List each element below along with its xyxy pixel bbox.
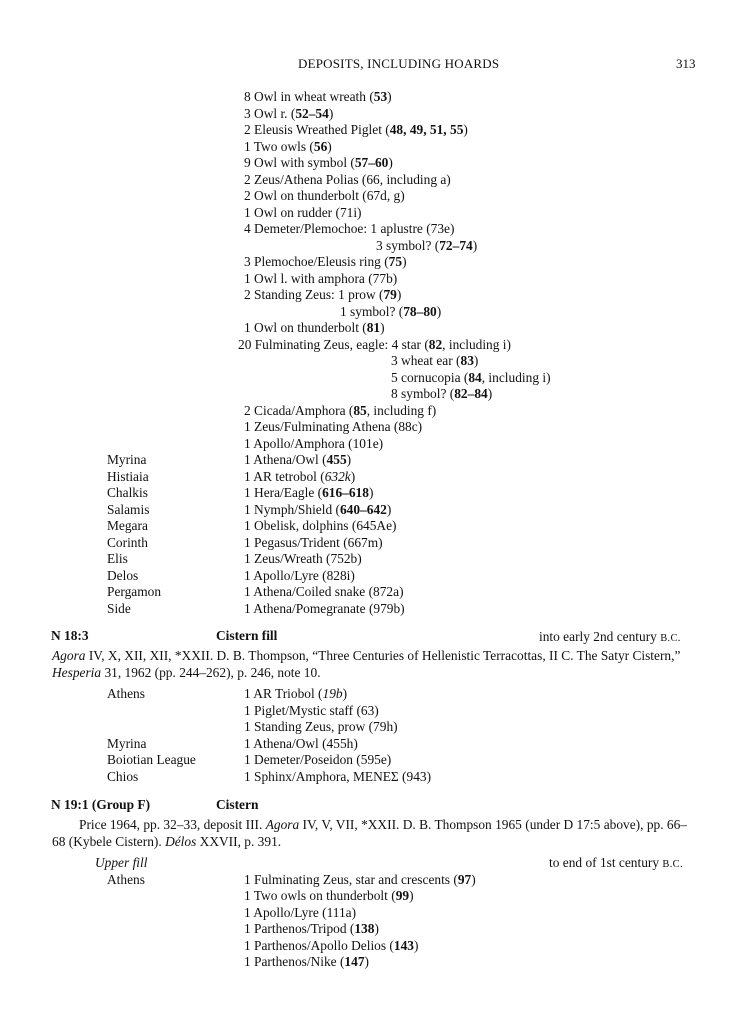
italic-text: Hesperia — [52, 664, 102, 680]
coin-entry — [244, 921, 379, 937]
catalogue-number: 82–84 — [454, 386, 488, 401]
catalogue-number: 56 — [313, 139, 328, 154]
mint-name: Athens — [107, 686, 145, 701]
text-run: 1 Athena/Owl (455h) — [244, 736, 358, 751]
text-run: 8 symbol? ( — [391, 386, 455, 401]
deposit-reference-n18-3 — [52, 648, 700, 681]
mint-name: Chalkis — [107, 485, 148, 500]
text-run: ) — [473, 353, 479, 368]
coin-entry — [244, 271, 397, 287]
deposit-reference-n19-1 — [52, 817, 700, 850]
text-run: 1 Zeus/Fulminating Athena (88c) — [244, 419, 423, 434]
coin-entry — [244, 535, 383, 551]
text-run: 20 Fulminating Zeus, eagle: 4 star ( — [238, 337, 429, 352]
coin-entry — [244, 769, 431, 785]
date-text: to end of 1st century — [549, 855, 663, 870]
text-run: ) — [387, 89, 392, 104]
text-run: ) — [396, 287, 402, 302]
mint-name: Delos — [107, 568, 139, 583]
catalogue-number: 640–642 — [339, 502, 387, 517]
text-run: 3 symbol? ( — [376, 238, 440, 253]
coin-entry — [391, 353, 478, 369]
text-run: ) — [350, 469, 356, 484]
coin-entry — [244, 568, 355, 584]
mint-name: Corinth — [107, 535, 148, 550]
text-run: 3 wheat ear ( — [391, 353, 461, 368]
date-era: B.C. — [660, 633, 681, 644]
text-run: 1 Apollo/Lyre (828i) — [244, 568, 355, 583]
deposit-type-n18-3: Cistern fill — [216, 628, 278, 643]
text-run: ) — [364, 954, 369, 969]
page-number: 313 — [676, 56, 696, 71]
text-run: 2 Cicada/Amphora ( — [244, 403, 354, 418]
text-run: 9 Owl with symbol ( — [244, 155, 355, 170]
text-run: 4 Demeter/Plemochoe: 1 aplustre (73e) — [244, 221, 455, 236]
text-run: 2 Owl on thunderbolt (67d, g) — [244, 188, 405, 203]
text-run: ) — [342, 686, 348, 701]
coin-entry — [244, 254, 407, 270]
catalogue-number: 616–618 — [322, 485, 369, 500]
deposit-date-n19-1 — [549, 855, 683, 873]
text-run: Price 1964, pp. 32–33, deposit III. — [79, 817, 266, 832]
coin-entry — [391, 370, 551, 386]
text-run: ) — [386, 502, 392, 517]
coin-entry — [244, 584, 404, 600]
text-run: IV, X, XII, XII, *XXII. D. B. Thompson, “Three Centuries of Hellenistic Terracottas, II C. The Satyr Cistern,” — [85, 648, 681, 663]
text-run: ) — [374, 921, 379, 936]
text-run: , including i) — [481, 370, 551, 385]
deposit-id-n18-3: N 18:3 — [51, 628, 89, 643]
catalogue-number: 83 — [460, 353, 474, 368]
catalogue-number: 138 — [354, 921, 375, 936]
text-run: ) — [380, 320, 385, 335]
text-run: 1 Two owls ( — [244, 139, 314, 154]
text-run: ) — [487, 386, 493, 401]
deposit-id-n19-1: N 19:1 (Group F) — [51, 797, 151, 812]
deposit-date-n18-3 — [539, 629, 681, 647]
text-run: 1 Piglet/Mystic staff (63) — [244, 703, 379, 718]
coin-entry — [244, 155, 393, 171]
coin-entry — [244, 518, 397, 534]
catalogue-number: 57–60 — [354, 155, 389, 170]
catalogue-number: 52–54 — [295, 106, 329, 121]
catalogue-number: 72–74 — [439, 238, 473, 253]
text-run: ) — [346, 452, 352, 467]
text-run: 1 Athena/Coiled snake (872a) — [244, 584, 404, 599]
coin-entry — [244, 172, 451, 188]
coin-entry — [244, 436, 383, 452]
catalogue-number: 48, 49, 51, 55 — [389, 122, 464, 137]
text-run: 1 Apollo/Amphora (101e) — [244, 436, 384, 451]
catalogue-number: 85 — [353, 403, 367, 418]
mint-name: Myrina — [107, 452, 147, 467]
coin-entry — [244, 320, 385, 336]
catalogue-number: 147 — [344, 954, 365, 969]
italic-text: Agora — [52, 648, 86, 663]
text-run: ) — [388, 155, 393, 170]
text-run: 8 Owl in wheat wreath ( — [244, 89, 374, 104]
coin-entry — [244, 403, 436, 419]
text-run: ) — [328, 106, 334, 121]
text-run: 3 Owl r. ( — [244, 106, 296, 121]
catalogue-number: 81 — [366, 320, 381, 335]
text-run: ) — [368, 485, 374, 500]
catalogue-number: 75 — [388, 254, 403, 269]
coin-entry — [244, 703, 379, 719]
text-run: ) — [413, 938, 419, 953]
text-run: 3 Plemochoe/Eleusis ring ( — [244, 254, 389, 269]
text-run: 1 symbol? ( — [340, 304, 404, 319]
text-run: 1 Two owls on thunderbolt ( — [244, 888, 396, 903]
text-run: , including f) — [366, 403, 437, 418]
coin-entry — [238, 337, 511, 353]
mint-name: Histiaia — [107, 469, 149, 484]
catalogue-number: 82 — [428, 337, 443, 352]
date-era: B.C. — [662, 859, 683, 870]
coin-entry — [244, 752, 391, 768]
italic-text: 632k — [324, 469, 351, 484]
text-run: 1 Pegasus/Trident (667m) — [244, 535, 383, 550]
subsection-upper-fill: Upper fill — [95, 855, 148, 870]
catalogue-number: 97 — [457, 872, 472, 887]
mint-name: Boiotian League — [107, 752, 196, 767]
coin-entry — [244, 221, 454, 237]
coin-entry — [244, 502, 391, 518]
mint-name: Pergamon — [107, 584, 162, 599]
text-run: 1 Athena/Pomegranate (979b) — [244, 601, 405, 616]
coin-entry — [244, 205, 362, 221]
deposit-type-n19-1: Cistern — [216, 797, 259, 812]
running-head: DEPOSITS, INCLUDING HOARDS — [298, 56, 500, 71]
coin-entry — [244, 485, 373, 501]
italic-text: 19b — [322, 686, 343, 701]
coin-entry — [340, 304, 441, 320]
text-run: 31, 1962 (pp. 244–262), p. 246, note 10. — [101, 664, 321, 680]
coin-entry — [244, 719, 398, 735]
coin-entry — [244, 452, 351, 468]
catalogue-number: 78–80 — [403, 304, 437, 319]
mint-name: Side — [107, 601, 131, 616]
text-run: 1 Athena/Owl ( — [244, 452, 327, 467]
catalogue-number: 455 — [326, 452, 347, 467]
mint-name: Elis — [107, 551, 128, 566]
text-run: 1 Obelisk, dolphins (645Ae) — [244, 518, 397, 533]
coin-entry — [244, 954, 369, 970]
catalogue-number: 84 — [468, 370, 482, 385]
coin-entry — [244, 139, 332, 155]
coin-entry — [244, 888, 414, 904]
coin-entry — [244, 122, 468, 138]
mint-name: Chios — [107, 769, 139, 784]
coin-entry — [244, 419, 422, 435]
catalogue-number: 79 — [383, 287, 397, 302]
text-run: 1 Fulminating Zeus, star and crescents ( — [244, 872, 458, 887]
text-run: ) — [327, 139, 332, 154]
italic-text: Délos — [165, 833, 197, 849]
coin-entry — [244, 188, 405, 204]
text-run: ) — [472, 238, 478, 253]
text-run: , including i) — [442, 337, 511, 352]
text-run: 1 Parthenos/Nike ( — [244, 954, 345, 969]
coin-entry — [244, 736, 358, 752]
coin-entry — [391, 386, 492, 402]
text-run: 1 Sphinx/Amphora, ΜΕΝΕΣ (943) — [244, 769, 432, 784]
catalogue-number: 143 — [393, 938, 414, 953]
text-run: 1 AR Triobol ( — [244, 686, 323, 701]
date-text: into early 2nd century — [539, 629, 661, 644]
text-run: 1 Demeter/Poseidon (595e) — [244, 752, 392, 767]
text-run: 2 Standing Zeus: 1 prow ( — [244, 287, 384, 302]
text-run: 1 Standing Zeus, prow (79h) — [244, 719, 398, 734]
mint-name: Myrina — [107, 736, 147, 751]
text-run: 2 Zeus/Athena Polias (66, including a) — [244, 172, 451, 187]
catalogue-number: 53 — [373, 89, 388, 104]
text-run: 5 cornucopia ( — [391, 370, 469, 385]
text-run: 2 Eleusis Wreathed Piglet ( — [244, 122, 390, 137]
text-run: XXVII, p. 391. — [196, 833, 282, 849]
text-run: 1 Nymph/Shield ( — [244, 502, 340, 517]
coin-entry — [244, 905, 356, 921]
coin-entry — [244, 287, 401, 303]
coin-entry — [244, 551, 362, 567]
coin-entry — [244, 469, 355, 485]
text-run: 1 Parthenos/Tripod ( — [244, 921, 355, 936]
text-run: 1 Zeus/Wreath (752b) — [244, 551, 362, 566]
catalogue-number: 99 — [395, 888, 410, 903]
coin-entry — [244, 938, 418, 954]
text-run: 1 Owl l. with amphora (77b) — [244, 271, 398, 286]
text-run: 1 AR tetrobol ( — [244, 469, 325, 484]
italic-text: Agora — [265, 817, 300, 832]
mint-name: Salamis — [107, 502, 150, 517]
text-run: IV, V, VII, *XXII. D. B. Thompson 1965 (under D 17:5 above), pp. 66–68 (Kybele Cistern). — [52, 817, 687, 849]
text-run: 1 Apollo/Lyre (111a) — [244, 905, 357, 920]
coin-entry — [244, 601, 405, 617]
text-run: ) — [402, 254, 407, 269]
text-run: ) — [463, 122, 468, 137]
text-run: 1 Parthenos/Apollo Delios ( — [244, 938, 394, 953]
coin-entry — [376, 238, 477, 254]
coin-entry — [244, 686, 347, 702]
mint-name: Megara — [107, 518, 148, 533]
text-run: ) — [436, 304, 442, 319]
text-run: 1 Owl on thunderbolt ( — [244, 320, 367, 335]
text-run: 1 Owl on rudder (71i) — [244, 205, 362, 220]
coin-entry — [244, 106, 333, 122]
text-run: ) — [471, 872, 476, 887]
coin-entry — [244, 872, 476, 888]
text-run: 1 Hera/Eagle ( — [244, 485, 323, 500]
coin-entry — [244, 89, 392, 105]
mint-name: Athens — [107, 872, 145, 887]
text-run: ) — [409, 888, 414, 903]
